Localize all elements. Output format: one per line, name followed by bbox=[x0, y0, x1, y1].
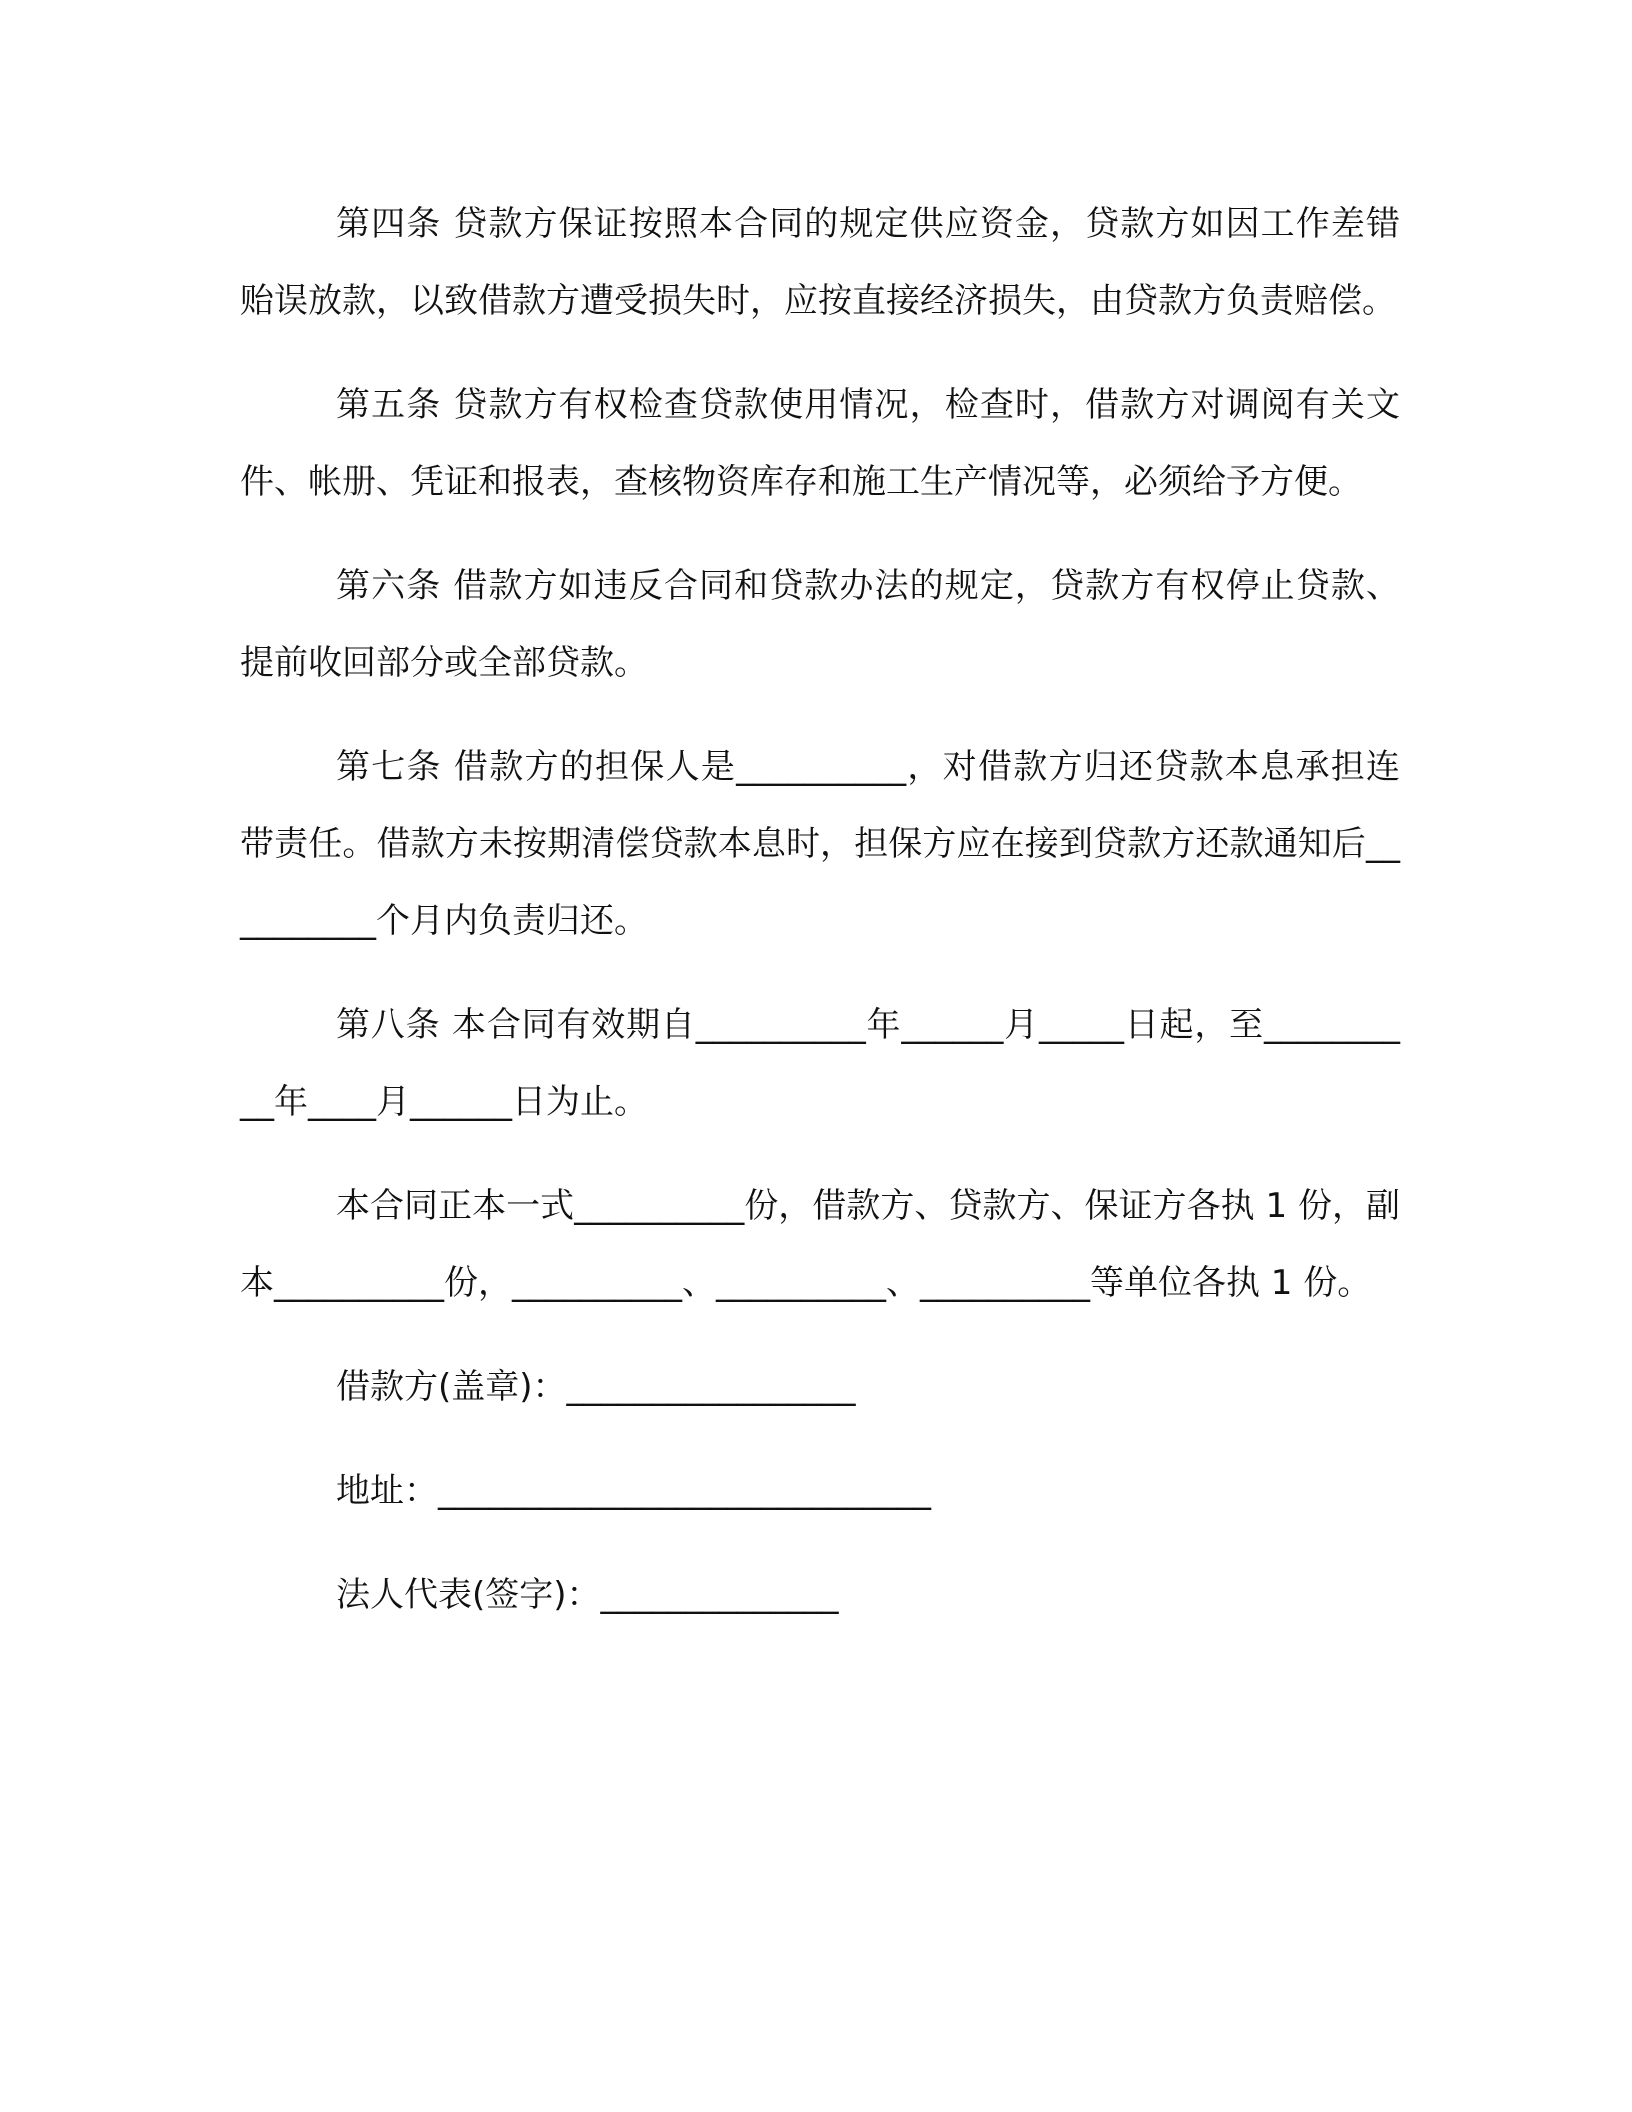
document-body bbox=[240, 186, 1400, 1661]
address-line: 地址：_____________________________ bbox=[336, 1471, 931, 1511]
article-8: 第八条 本合同有效期自__________年______月_____日起，至__________年____月______日为止。 bbox=[240, 1005, 1400, 1122]
article-6: 第六条 借款方如违反合同和贷款办法的规定，贷款方有权停止贷款、提前收回部分或全部贷款。 bbox=[240, 566, 1400, 683]
article-7: 第七条 借款方的担保人是__________，对借款方归还贷款本息承担连带责任。借款方未按期清偿贷款本息时，担保方应在接到贷款方还款通知后__________个月内负责归还。 bbox=[240, 747, 1400, 941]
article-5: 第五条 贷款方有权检查贷款使用情况，检查时，借款方对调阅有关文件、帐册、凭证和报表，查核物资库存和施工生产情况等，必须给予方便。 bbox=[240, 385, 1400, 502]
copies-clause: 本合同正本一式__________份，借款方、贷款方、保证方各执 1 份，副本__________份，__________、__________、__________等单位各执 1 份。 bbox=[240, 1186, 1400, 1303]
article-4: 第四条 贷款方保证按照本合同的规定供应资金，贷款方如因工作差错贻误放款，以致借款方遭受损失时，应按直接经济损失，由贷款方负责赔偿。 bbox=[240, 204, 1400, 321]
legal-representative-line: 法人代表(签字)：______________ bbox=[336, 1575, 839, 1615]
borrower-seal-line: 借款方(盖章)：_________________ bbox=[336, 1367, 856, 1407]
